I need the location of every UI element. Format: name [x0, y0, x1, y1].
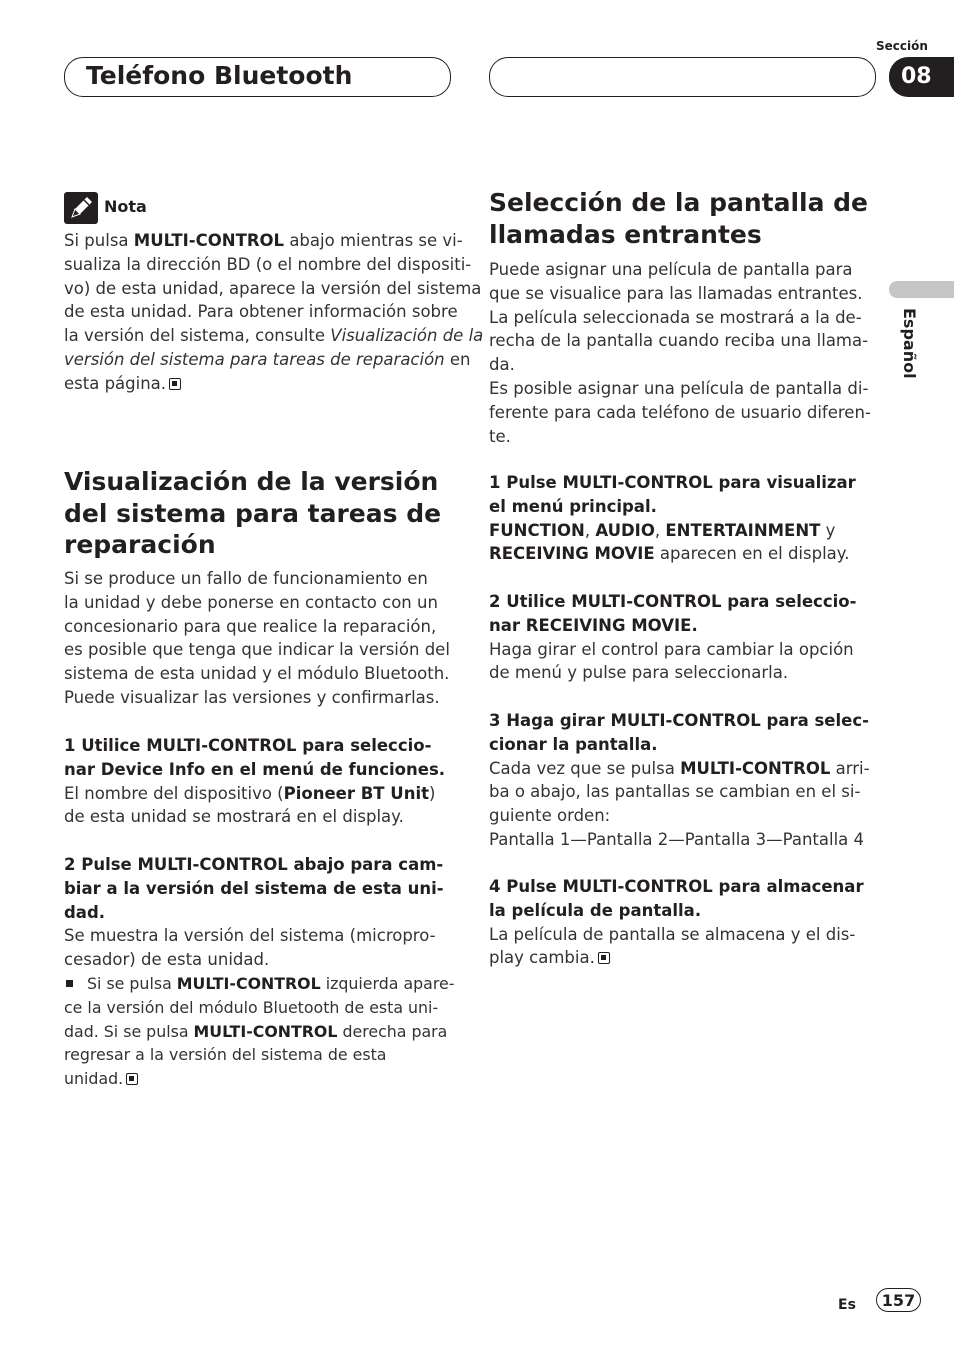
end-mark-icon: [169, 378, 181, 390]
paragraph-line: sistema de esta unidad y el módulo Bluetooth.: [64, 664, 450, 684]
step-body: ba o abajo, las pantallas se cambian en el si-: [489, 782, 861, 802]
right-step-4: [489, 875, 864, 970]
step-body: guiente orden:: [489, 806, 611, 826]
note-line: Si pulsa MULTI-CONTROL abajo mientras se vi-: [64, 231, 463, 250]
note-line: esta página.: [64, 372, 483, 396]
step-heading: biar a la versión del sistema de esta uni-: [64, 878, 444, 898]
step-heading: 1 Utilice MULTI-CONTROL para seleccio-: [64, 736, 432, 755]
step-body: La película de pantalla se almacena y el dis-: [489, 924, 856, 944]
note-line: sualiza la dirección BD (o el nombre del dispositi-: [64, 254, 472, 274]
step-body: RECEIVING MOVIE aparecen en el display.: [489, 544, 850, 564]
step-body: de menú y pulse para seleccionarla.: [489, 663, 789, 683]
right-intro: [489, 258, 871, 448]
right-step-2: [489, 590, 856, 685]
step-body: de esta unidad se mostrará en el display.: [64, 807, 404, 827]
pencil-note-icon: [64, 192, 98, 224]
paragraph-line: la unidad y debe ponerse en contacto con un: [64, 592, 438, 612]
step-heading: 2 Pulse MULTI-CONTROL abajo para cam-: [64, 855, 444, 874]
step-body: Pantalla 1—Pantalla 2—Pantalla 3—Pantalla 4: [489, 829, 865, 849]
step-heading: nar RECEIVING MOVIE.: [489, 615, 698, 635]
step-heading: la película de pantalla.: [489, 900, 702, 920]
right-step-3: [489, 709, 870, 852]
step-heading: 3 Haga girar MULTI-CONTROL para selec-: [489, 711, 869, 730]
step-heading: cionar la pantalla.: [489, 734, 658, 754]
step-body: El nombre del dispositivo (Pioneer BT Unit): [64, 783, 436, 803]
paragraph-line: da.: [489, 355, 515, 375]
chapter-title: Teléfono Bluetooth: [86, 61, 353, 90]
step-body: Se muestra la versión del sistema (micropro-: [64, 926, 436, 946]
language-tab-label: Español: [900, 308, 919, 379]
page-number: 157: [876, 1288, 921, 1312]
bullet-line: Si se pulsa MULTI-CONTROL izquierda apare-: [64, 972, 454, 996]
paragraph-line: recha de la pantalla cuando reciba una llama-: [489, 331, 869, 351]
step-heading: dad.: [64, 902, 106, 922]
right-step-1: [489, 471, 856, 566]
end-mark-icon: [598, 952, 610, 964]
language-tab-bar: [889, 281, 954, 298]
title-line: del sistema para tareas de: [64, 498, 442, 528]
title-line: llamadas entrantes: [489, 219, 762, 249]
step-heading: 2 Utilice MULTI-CONTROL para seleccio-: [489, 592, 857, 611]
paragraph-line: concesionario para que realice la reparación,: [64, 616, 437, 636]
paragraph-line: te.: [489, 426, 511, 446]
right-section-title: [489, 187, 868, 250]
paragraph-line: Puede asignar una película de pantalla para: [489, 260, 853, 279]
note-body: [64, 229, 483, 396]
note-label: Nota: [104, 197, 147, 216]
left-step-1: [64, 734, 445, 829]
language-code: Es: [838, 1297, 856, 1313]
bullet-line: ce la versión del módulo Bluetooth de esta uni-: [64, 997, 439, 1017]
bullet-line: dad. Si se pulsa MULTI-CONTROL derecha para: [64, 1021, 448, 1041]
bullet-line: unidad.: [64, 1067, 454, 1091]
bullet-square-icon: [66, 980, 73, 987]
bullet-line: regresar a la versión del sistema de esta: [64, 1045, 387, 1065]
left-intro: [64, 567, 450, 710]
step-heading: 1 Pulse MULTI-CONTROL para visualizar: [489, 473, 856, 492]
note-line: la versión del sistema, consulte Visualización de la: [64, 326, 484, 346]
end-mark-icon: [126, 1073, 138, 1085]
note-line: vo) de esta unidad, aparece la versión del sistema: [64, 278, 482, 298]
section-number-badge: 08: [889, 57, 954, 97]
paragraph-line: ferente para cada teléfono de usuario diferen-: [489, 402, 871, 422]
step-heading: el menú principal.: [489, 496, 657, 516]
paragraph-line: La película seleccionada se mostrará a la de-: [489, 307, 862, 327]
title-line: Selección de la pantalla de: [489, 188, 869, 217]
paragraph-line: que se visualice para las llamadas entrantes.: [489, 283, 863, 303]
step-heading: nar Device Info en el menú de funciones.: [64, 759, 446, 779]
section-label: Sección: [876, 39, 928, 53]
step-heading: 4 Pulse MULTI-CONTROL para almacenar: [489, 877, 864, 896]
title-line: reparación: [64, 530, 216, 559]
step-body: play cambia.: [489, 946, 864, 970]
paragraph-line: Es posible asignar una película de pantalla di-: [489, 378, 869, 398]
header-right-frame: [489, 57, 876, 97]
paragraph-line: Si se produce un fallo de funcionamiento en: [64, 569, 428, 588]
step-body: Cada vez que se pulsa MULTI-CONTROL arri-: [489, 758, 870, 778]
left-step-2: [64, 853, 454, 1091]
note-line: de esta unidad. Para obtener información sobre: [64, 302, 458, 322]
left-section-title: [64, 466, 441, 561]
step-body: cesador) de esta unidad.: [64, 950, 270, 970]
step-body: Haga girar el control para cambiar la opción: [489, 639, 854, 659]
paragraph-line: Puede visualizar las versiones y confirmarlas.: [64, 687, 440, 707]
step-body: FUNCTION, AUDIO, ENTERTAINMENT y: [489, 520, 836, 540]
paragraph-line: es posible que tenga que indicar la versión del: [64, 640, 450, 660]
title-line: Visualización de la versión: [64, 467, 439, 496]
note-line: versión del sistema para tareas de reparación en: [64, 349, 471, 369]
